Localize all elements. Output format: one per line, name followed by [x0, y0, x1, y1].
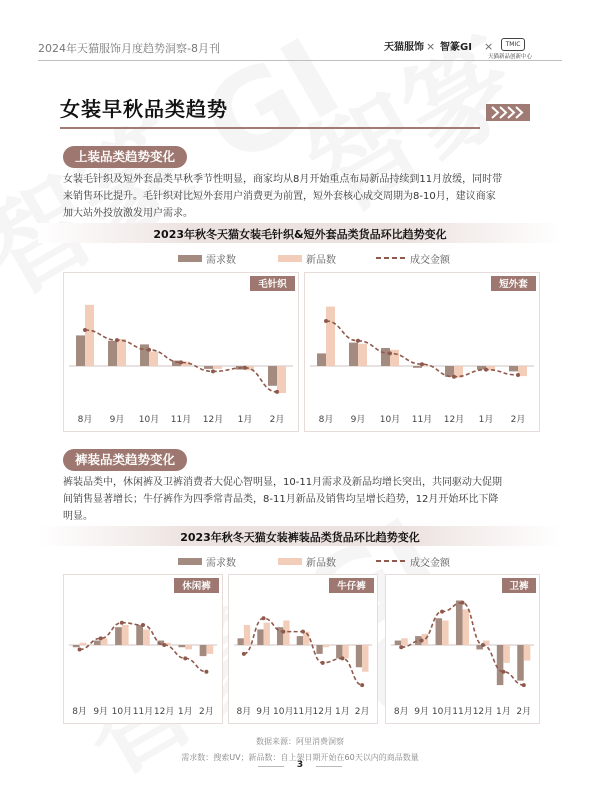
title-underline	[60, 127, 480, 129]
legend-swatch-new	[278, 558, 302, 565]
x-tick-label: 9月	[256, 707, 271, 717]
bar-demand	[395, 641, 402, 645]
bar-demand	[517, 645, 524, 681]
bar-new	[503, 645, 510, 663]
x-tick-label: 11月	[411, 415, 433, 425]
page-title: 女装早秋品类趋势	[60, 97, 228, 121]
x-tick-label: 8月	[318, 415, 334, 425]
bar-demand	[317, 353, 326, 366]
point-gmv	[340, 656, 344, 660]
x-tick-label: 8月	[236, 707, 252, 717]
x-tick-label: 11月	[292, 707, 314, 717]
x-tick-label: 1月	[478, 415, 494, 425]
point-gmv	[356, 339, 360, 343]
point-gmv	[522, 683, 526, 687]
bar-new	[117, 339, 126, 366]
bar-new	[358, 344, 367, 366]
point-gmv	[141, 623, 145, 627]
tmic-logo: TMIC	[501, 38, 525, 51]
legend-swatch-demand	[178, 558, 202, 565]
chart-title: 2023年秋冬天猫女装毛针织&短外套品类货品环比趋势变化	[153, 228, 447, 241]
bar-demand	[115, 627, 122, 645]
bar-demand	[204, 366, 213, 369]
point-gmv	[115, 338, 119, 342]
point-gmv	[78, 647, 82, 651]
bar-new	[401, 638, 408, 645]
separator: ×	[426, 40, 436, 53]
x-tick-label: 2月	[516, 707, 532, 717]
zhizhuan-gi-logo: 智篆GI	[440, 42, 472, 53]
x-tick-label: 1月	[335, 707, 350, 717]
x-tick-label: 11月	[452, 707, 473, 717]
bar-demand	[413, 366, 422, 368]
point-gmv	[120, 621, 124, 625]
bar-demand	[297, 636, 303, 645]
bar-new	[342, 645, 348, 658]
x-tick-label: 10月	[273, 707, 294, 717]
point-gmv	[147, 348, 151, 352]
header-divider	[38, 60, 562, 61]
bar-demand	[238, 638, 244, 645]
point-gmv	[243, 366, 247, 370]
legend-swatch-demand	[178, 255, 202, 262]
panel-frame	[229, 575, 378, 724]
point-gmv	[183, 656, 187, 660]
page-number-rule	[316, 766, 342, 767]
point-gmv	[484, 368, 488, 372]
paragraph-line: 间销售显著增长；牛仔裤作为四季常青品类，8-11月新品及销售均呈增长趋势，12月开始环比下降	[63, 494, 499, 505]
x-tick-label: 1月	[177, 707, 193, 717]
bar-demand	[140, 344, 149, 366]
bar-demand	[381, 348, 390, 366]
bar-demand	[445, 366, 454, 377]
bar-new	[85, 305, 94, 366]
paragraph-line: 裤装品类中，休闲裤及卫裤消费者大促心智明显，10-11月需求及新品均增长突出，共同驱动大促期	[63, 477, 503, 488]
legend-swatch-gmv	[376, 557, 406, 565]
bar-new	[463, 609, 470, 645]
legend-demand: 需求数	[206, 255, 236, 266]
point-gmv	[99, 636, 103, 640]
point-gmv	[388, 351, 392, 355]
section-heading-tops: 上装品类趋势变化	[63, 146, 187, 168]
panel-label: 牛仔裤	[337, 581, 366, 592]
bar-new	[264, 623, 270, 645]
point-gmv	[481, 643, 485, 647]
point-gmv	[420, 362, 424, 366]
x-tick-label: 9月	[109, 415, 125, 425]
x-tick-label: 10月	[111, 707, 133, 717]
bar-new	[524, 645, 531, 661]
bar-new	[149, 352, 158, 366]
point-gmv	[399, 645, 403, 649]
tmall-fashion-logo: 天猫服饰	[384, 42, 424, 53]
chevron-decoration-icon	[486, 104, 530, 121]
x-tick-label: 10月	[138, 415, 160, 425]
legend-swatch-gmv	[376, 254, 406, 262]
chart-panel-knitwear	[63, 272, 299, 432]
paragraph-line: 女装毛针织及短外套品类早秋季节性明显，商家均从8月开始重点布局新品持续到11月放缓，同时带	[63, 174, 503, 185]
point-gmv	[321, 661, 325, 665]
report-title: 2024年天猫服饰月度趋势洞察-8月刊	[38, 42, 220, 55]
paragraph-line: 加大站外投放激发用户需求。	[63, 208, 193, 219]
page-number-rule	[258, 766, 284, 767]
x-tick-label: 8月	[77, 415, 93, 425]
section-text-pants	[63, 474, 563, 525]
bar-new	[143, 629, 150, 645]
x-tick-label: 9月	[350, 415, 366, 425]
data-source: 数据来源：阿里消费洞察	[256, 737, 344, 746]
chart-panel-casual-pants	[63, 574, 223, 724]
legend-new: 新品数	[306, 255, 336, 266]
x-tick-label: 10月	[379, 415, 401, 425]
legend-new: 新品数	[306, 558, 336, 569]
bar-demand	[136, 625, 143, 645]
bar-new	[277, 366, 286, 393]
section-heading-pants: 裤装品类趋势变化	[63, 449, 187, 471]
legend-demand: 需求数	[206, 558, 236, 569]
bar-demand	[108, 341, 117, 366]
panel-label: 卫裤	[509, 581, 529, 592]
point-gmv	[501, 670, 505, 674]
point-gmv	[452, 375, 456, 379]
bar-new	[122, 625, 129, 645]
x-tick-label: 8月	[393, 707, 409, 717]
bar-demand	[73, 645, 80, 647]
x-tick-label: 9月	[93, 707, 109, 717]
chart-panel-sweatpants	[385, 574, 540, 724]
bar-new	[185, 645, 192, 649]
point-gmv	[179, 360, 183, 364]
point-gmv	[324, 319, 328, 323]
chart-title: 2023年秋冬天猫女装裤装品类货品环比趋势变化	[180, 531, 420, 544]
page-number: 3	[296, 760, 304, 770]
point-gmv	[301, 630, 305, 634]
x-tick-label: 2月	[199, 707, 214, 717]
bar-demand	[436, 618, 443, 645]
chart-panel-jeans	[228, 574, 378, 724]
section-text-tops	[63, 171, 563, 222]
bar-demand	[257, 629, 263, 645]
panel-label: 毛针织	[258, 279, 287, 290]
paragraph-line: 来销售环比提升。毛针织对比短外套用户消费更为前置，短外套核心成交周期为8-10月，建议商家	[63, 191, 496, 202]
point-gmv	[440, 610, 444, 614]
point-gmv	[420, 639, 424, 643]
point-gmv	[461, 601, 465, 605]
legend-gmv: 成交金额	[410, 255, 450, 266]
panel-label: 休闲裤	[182, 581, 211, 592]
point-gmv	[275, 390, 279, 394]
point-gmv	[360, 683, 364, 687]
x-tick-label: 8月	[72, 707, 87, 717]
x-tick-label: 12月	[153, 707, 175, 717]
separator: ×	[484, 40, 494, 53]
x-tick-label: 11月	[170, 415, 192, 425]
x-tick-label: 12月	[443, 415, 465, 425]
panel-label: 短外套	[499, 279, 528, 290]
x-tick-label: 10月	[431, 707, 453, 717]
x-tick-label: 12月	[312, 707, 333, 717]
panel-frame	[64, 575, 223, 724]
point-gmv	[162, 643, 166, 647]
bar-demand	[76, 335, 85, 366]
bar-demand	[509, 366, 518, 371]
bar-demand	[94, 641, 101, 645]
bar-new	[206, 645, 213, 654]
point-gmv	[262, 616, 266, 620]
bar-new	[442, 621, 449, 646]
bar-new	[213, 366, 222, 369]
point-gmv	[281, 630, 285, 634]
x-tick-label: 11月	[132, 707, 154, 717]
footnote: 需求数：搜索UV；新品数：自上架日期开始在60天以内的商品数量	[181, 753, 419, 762]
point-gmv	[211, 369, 215, 373]
bar-new	[323, 645, 329, 647]
point-gmv	[204, 670, 208, 674]
point-gmv	[516, 373, 520, 377]
legend-gmv: 成交金额	[410, 558, 450, 569]
chart-panel-short-jacket	[304, 272, 540, 432]
bar-new	[362, 645, 368, 672]
bar-new	[80, 643, 87, 645]
bar-demand	[356, 645, 362, 667]
point-gmv	[242, 652, 246, 656]
legend-swatch-new	[278, 255, 302, 262]
x-tick-label: 2月	[354, 707, 370, 717]
paragraph-line: 明显。	[63, 511, 93, 522]
bar-demand	[497, 645, 504, 685]
panel-frame	[386, 575, 540, 724]
x-tick-label: 2月	[510, 415, 526, 425]
bar-demand	[316, 645, 322, 654]
tmic-subtitle: 天猫新品创新中心	[488, 54, 533, 60]
x-tick-label: 1月	[495, 707, 511, 717]
bar-demand	[200, 645, 207, 656]
bar-demand	[349, 343, 358, 366]
bar-demand	[268, 366, 277, 386]
bar-new	[244, 625, 250, 645]
x-tick-label: 2月	[269, 415, 285, 425]
point-gmv	[83, 328, 87, 332]
panel-frame	[64, 273, 299, 432]
x-tick-label: 1月	[237, 415, 253, 425]
bar-demand	[179, 645, 186, 647]
x-tick-label: 12月	[202, 415, 224, 425]
bar-demand	[336, 645, 342, 658]
bar-demand	[456, 600, 463, 645]
x-tick-label: 9月	[414, 707, 430, 717]
x-tick-label: 12月	[472, 707, 494, 717]
bar-new	[326, 307, 335, 366]
panel-frame	[305, 273, 540, 432]
